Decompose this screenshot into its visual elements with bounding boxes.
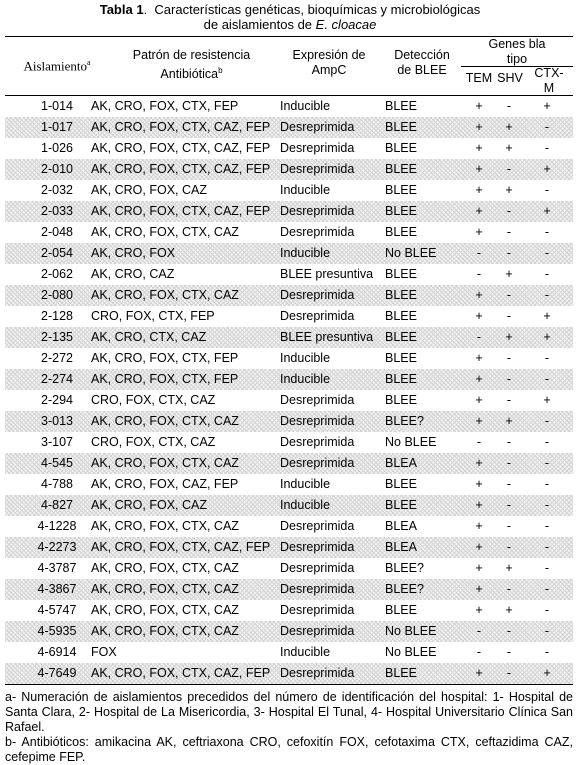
- cell-aislamiento: 2-135: [41, 330, 73, 344]
- table-row: [5, 117, 573, 138]
- cell-aislamiento: 4-3867: [37, 582, 77, 596]
- cell-tem: +: [475, 99, 483, 113]
- cell-ctx: -: [544, 624, 550, 638]
- cell-patron: AK, CRO, CTX, CAZ: [91, 330, 207, 344]
- cell-shv: +: [505, 414, 513, 428]
- cell-ctx: -: [544, 477, 550, 491]
- cell-tem: +: [475, 477, 483, 491]
- cell-aislamiento: 2-010: [41, 162, 73, 176]
- cell-shv: -: [506, 456, 512, 470]
- cell-expresion: Inducible: [280, 183, 331, 197]
- cell-patron: FOX: [91, 645, 117, 659]
- cell-shv: +: [505, 330, 513, 344]
- cell-tem: +: [475, 309, 483, 323]
- cell-patron: AK, CRO, FOX, CTX, CAZ: [91, 225, 239, 239]
- table-row: [5, 516, 573, 537]
- cell-ctx: -: [544, 603, 550, 617]
- cell-expresion: Inducible: [280, 99, 331, 113]
- cell-tem: -: [476, 645, 482, 659]
- cell-ctx: +: [543, 162, 551, 176]
- cell-aislamiento: 2-294: [41, 393, 73, 407]
- cell-shv: -: [506, 99, 512, 113]
- cell-deteccion: BLEE: [385, 477, 417, 491]
- cell-ctx: -: [544, 645, 550, 659]
- cell-expresion: Desreprimida: [280, 435, 355, 449]
- cell-expresion: Desreprimida: [280, 540, 355, 554]
- table-row: [5, 159, 573, 180]
- cell-deteccion: BLEA: [385, 540, 417, 554]
- cell-tem: -: [476, 267, 482, 281]
- table-header: [5, 37, 573, 95]
- table-row: [5, 285, 573, 306]
- cell-aislamiento: 2-032: [41, 183, 73, 197]
- title-species: E. cloacae: [315, 17, 377, 32]
- cell-deteccion: BLEE?: [385, 582, 424, 596]
- cell-shv: +: [505, 141, 513, 155]
- cell-ctx: -: [544, 372, 550, 386]
- table-row: [5, 222, 573, 243]
- header-tem: TEM: [465, 71, 493, 85]
- cell-deteccion: No BLEE: [385, 435, 437, 449]
- footnote-b: b- Antibióticos: amikacina AK, ceftriaxona CRO, cefoxitín FOX, cefotaxima CTX, ceftazidima CAZ, cefepime FEP.: [5, 735, 573, 764]
- cell-expresion: BLEE presuntiva: [280, 267, 374, 281]
- cell-tem: -: [476, 246, 482, 260]
- cell-ctx: -: [544, 246, 550, 260]
- cell-expresion: Desreprimida: [280, 666, 355, 680]
- cell-tem: +: [475, 204, 483, 218]
- cell-patron: AK, CRO, FOX, CTX, CAZ, FEP: [91, 141, 271, 155]
- cell-expresion: Desreprimida: [280, 309, 355, 323]
- header-genes-line2: tipo: [506, 52, 528, 66]
- cell-aislamiento: 2-274: [41, 372, 73, 386]
- cell-aislamiento: 4-545: [41, 456, 73, 470]
- table-row: [5, 579, 573, 600]
- cell-aislamiento: 4-3787: [37, 561, 77, 575]
- cell-ctx: -: [544, 582, 550, 596]
- cell-ctx: -: [544, 120, 550, 134]
- cell-shv: -: [506, 204, 512, 218]
- cell-aislamiento: 4-7649: [37, 666, 77, 680]
- cell-shv: +: [505, 561, 513, 575]
- cell-deteccion: BLEE: [385, 120, 417, 134]
- cell-shv: -: [506, 498, 512, 512]
- header-patron-line2: Antibiótica: [160, 67, 219, 82]
- cell-ctx: -: [544, 498, 550, 512]
- table-row: [5, 600, 573, 621]
- cell-expresion: Inducible: [280, 477, 331, 491]
- table-row: [5, 180, 573, 201]
- cell-tem: +: [475, 540, 483, 554]
- cell-aislamiento: 4-788: [41, 477, 73, 491]
- table-row: [5, 495, 573, 516]
- table-row: [5, 138, 573, 159]
- cell-shv: -: [506, 645, 512, 659]
- cell-tem: +: [475, 498, 483, 512]
- cell-deteccion: BLEE: [385, 372, 417, 386]
- cell-tem: +: [475, 666, 483, 680]
- cell-aislamiento: 2-048: [41, 225, 73, 239]
- title-text-2: de aislamientos de: [203, 17, 313, 32]
- cell-ctx: -: [544, 519, 550, 533]
- cell-aislamiento: 4-2273: [37, 540, 77, 554]
- cell-deteccion: BLEE: [385, 666, 417, 680]
- cell-deteccion: No BLEE: [385, 624, 437, 638]
- cell-patron: CRO, FOX, CTX, CAZ: [91, 393, 216, 407]
- cell-deteccion: BLEE?: [385, 561, 424, 575]
- cell-expresion: Desreprimida: [280, 204, 355, 218]
- cell-deteccion: BLEA: [385, 519, 417, 533]
- cell-shv: -: [506, 519, 512, 533]
- table-row: [5, 96, 573, 117]
- cell-aislamiento: 3-107: [41, 435, 73, 449]
- cell-patron: AK, CRO, FOX, CTX, CAZ, FEP: [91, 120, 271, 134]
- cell-aislamiento: 2-080: [41, 288, 73, 302]
- table-row: [5, 537, 573, 558]
- cell-aislamiento: 2-272: [41, 351, 73, 365]
- cell-patron: AK, CRO, FOX, CTX, CAZ: [91, 519, 239, 533]
- cell-tem: +: [475, 162, 483, 176]
- table-row: [5, 432, 573, 453]
- cell-patron: AK, CRO, FOX, CAZ: [91, 183, 207, 197]
- cell-tem: +: [475, 519, 483, 533]
- cell-tem: +: [475, 183, 483, 197]
- cell-deteccion: BLEA: [385, 456, 417, 470]
- cell-expresion: Desreprimida: [280, 393, 355, 407]
- cell-expresion: Desreprimida: [280, 582, 355, 596]
- cell-patron: CRO, FOX, CTX, FEP: [91, 309, 215, 323]
- cell-ctx: +: [543, 393, 551, 407]
- cell-patron: AK, CRO, FOX, CTX, CAZ: [91, 561, 239, 575]
- cell-ctx: -: [544, 414, 550, 428]
- cell-shv: -: [506, 288, 512, 302]
- table-row: [5, 306, 573, 327]
- header-deteccion: [381, 48, 463, 78]
- cell-tem: +: [475, 603, 483, 617]
- cell-shv: -: [506, 540, 512, 554]
- cell-aislamiento: 1-017: [41, 120, 73, 134]
- cell-shv: -: [506, 477, 512, 491]
- cell-deteccion: BLEE: [385, 267, 417, 281]
- cell-patron: AK, CRO, FOX: [91, 246, 176, 260]
- cell-expresion: Inducible: [280, 372, 331, 386]
- table-row: [5, 621, 573, 642]
- cell-tem: -: [476, 435, 482, 449]
- cell-deteccion: BLEE: [385, 225, 417, 239]
- cell-patron: AK, CRO, FOX, CTX, CAZ: [91, 624, 239, 638]
- cell-expresion: Desreprimida: [280, 141, 355, 155]
- cell-expresion: Desreprimida: [280, 561, 355, 575]
- cell-ctx: -: [544, 540, 550, 554]
- header-expresion-line2: AmpC: [311, 63, 347, 77]
- cell-patron: AK, CRO, FOX, CTX, CAZ: [91, 288, 239, 302]
- cell-tem: +: [475, 141, 483, 155]
- cell-tem: +: [475, 225, 483, 239]
- cell-deteccion: No BLEE: [385, 246, 437, 260]
- cell-tem: +: [475, 561, 483, 575]
- header-aislamiento-text: Aislamiento: [23, 58, 87, 74]
- cell-ctx: -: [544, 456, 550, 470]
- cell-shv: -: [506, 372, 512, 386]
- cell-expresion: Desreprimida: [280, 414, 355, 428]
- header-deteccion-line1: Detección: [394, 48, 450, 62]
- title-line-1: Tabla 1. Características genéticas, bioquímicas y microbiológicas: [99, 2, 481, 17]
- header-patron-sup: b: [218, 66, 223, 75]
- cell-shv: +: [505, 183, 513, 197]
- table-row: [5, 474, 573, 495]
- cell-expresion: Inducible: [280, 351, 331, 365]
- cell-ctx: -: [544, 183, 550, 197]
- cell-expresion: Inducible: [280, 645, 331, 659]
- cell-shv: +: [505, 603, 513, 617]
- cell-aislamiento: 4-6914: [37, 645, 77, 659]
- table-row: [5, 642, 573, 663]
- cell-aislamiento: 4-5935: [37, 624, 77, 638]
- cell-deteccion: BLEE: [385, 309, 417, 323]
- table-row: [5, 390, 573, 411]
- cell-patron: AK, CRO, FOX, CAZ, FEP: [91, 477, 239, 491]
- cell-tem: -: [476, 624, 482, 638]
- footnote-a: a- Numeración de aislamientos precedidos del número de identificación del hospital: 1- Hospital de Santa Clara, 2- Hospital de La Misericordia, 3- Hospital El Tunal, 4- Hospital Universitario Clínica San Rafael.: [5, 690, 573, 734]
- cell-aislamiento: 4-1228: [37, 519, 77, 533]
- cell-deteccion: No BLEE: [385, 645, 437, 659]
- header-genes: [461, 37, 573, 67]
- cell-ctx: +: [543, 666, 551, 680]
- cell-patron: AK, CRO, CAZ: [91, 267, 175, 281]
- cell-shv: -: [506, 162, 512, 176]
- cell-ctx: -: [544, 288, 550, 302]
- cell-expresion: Desreprimida: [280, 288, 355, 302]
- cell-expresion: Desreprimida: [280, 603, 355, 617]
- cell-shv: +: [505, 120, 513, 134]
- cell-expresion: Desreprimida: [280, 225, 355, 239]
- cell-patron: AK, CRO, FOX, CTX, CAZ: [91, 456, 239, 470]
- cell-tem: +: [475, 414, 483, 428]
- cell-expresion: BLEE presuntiva: [280, 330, 374, 344]
- cell-ctx: -: [544, 267, 550, 281]
- title-text-1: Características genéticas, bioquímicas y microbiológicas: [154, 2, 481, 17]
- cell-deteccion: BLEE?: [385, 414, 424, 428]
- header-ctx-line1: CTX-: [534, 66, 564, 80]
- cell-patron: AK, CRO, FOX, CTX, FEP: [91, 372, 239, 386]
- cell-shv: -: [506, 393, 512, 407]
- table-title: [0, 2, 580, 32]
- cell-shv: -: [506, 225, 512, 239]
- table-row: [5, 201, 573, 222]
- cell-tem: +: [475, 288, 483, 302]
- cell-aislamiento: 2-033: [41, 204, 73, 218]
- cell-patron: AK, CRO, FOX, CTX, CAZ, FEP: [91, 162, 271, 176]
- header-aislamiento: [5, 55, 109, 73]
- table-row: [5, 453, 573, 474]
- header-patron-line1: Patrón de resistencia: [132, 48, 251, 62]
- cell-ctx: +: [543, 99, 551, 113]
- cell-deteccion: BLEE: [385, 141, 417, 155]
- cell-ctx: -: [544, 225, 550, 239]
- cell-aislamiento: 2-128: [41, 309, 73, 323]
- cell-patron: AK, CRO, FOX, CAZ: [91, 498, 207, 512]
- cell-deteccion: BLEE: [385, 183, 417, 197]
- cell-tem: +: [475, 372, 483, 386]
- cell-patron: AK, CRO, FOX, CTX, CAZ: [91, 582, 239, 596]
- cell-expresion: Desreprimida: [280, 162, 355, 176]
- table-body: [5, 96, 573, 684]
- cell-deteccion: BLEE: [385, 498, 417, 512]
- cell-patron: AK, CRO, FOX, CTX, CAZ, FEP: [91, 666, 271, 680]
- cell-expresion: Desreprimida: [280, 624, 355, 638]
- cell-aislamiento: 4-827: [41, 498, 73, 512]
- data-table: [5, 36, 573, 685]
- cell-patron: AK, CRO, FOX, CTX, CAZ, FEP: [91, 204, 271, 218]
- header-patron: [109, 48, 274, 82]
- cell-deteccion: BLEE: [385, 99, 417, 113]
- cell-shv: -: [506, 351, 512, 365]
- cell-ctx: -: [544, 561, 550, 575]
- cell-patron: AK, CRO, FOX, CTX, CAZ, FEP: [91, 540, 271, 554]
- cell-deteccion: BLEE: [385, 330, 417, 344]
- table-row: [5, 558, 573, 579]
- header-ctx: [529, 66, 569, 96]
- cell-aislamiento: 4-5747: [37, 603, 77, 617]
- table-row: [5, 264, 573, 285]
- cell-patron: AK, CRO, FOX, CTX, CAZ: [91, 414, 239, 428]
- cell-tem: +: [475, 582, 483, 596]
- cell-expresion: Desreprimida: [280, 120, 355, 134]
- cell-shv: +: [505, 267, 513, 281]
- cell-expresion: Inducible: [280, 498, 331, 512]
- header-expresion: [277, 48, 381, 78]
- cell-aislamiento: 2-054: [41, 246, 73, 260]
- header-aislamiento-sup: a: [86, 58, 91, 67]
- title-label: Tabla 1: [99, 2, 144, 17]
- cell-aislamiento: 1-014: [41, 99, 73, 113]
- cell-tem: +: [475, 456, 483, 470]
- cell-patron: CRO, FOX, CTX, CAZ: [91, 435, 216, 449]
- header-genes-line1: Genes bla: [488, 37, 546, 51]
- cell-ctx: -: [544, 435, 550, 449]
- cell-deteccion: BLEE: [385, 393, 417, 407]
- table-row: [5, 243, 573, 264]
- cell-tem: -: [476, 330, 482, 344]
- cell-aislamiento: 3-013: [41, 414, 73, 428]
- cell-deteccion: BLEE: [385, 288, 417, 302]
- header-expresion-line1: Expresión de: [292, 48, 366, 62]
- cell-shv: -: [506, 309, 512, 323]
- cell-tem: +: [475, 393, 483, 407]
- cell-ctx: +: [543, 204, 551, 218]
- table-row: [5, 327, 573, 348]
- cell-expresion: Desreprimida: [280, 456, 355, 470]
- cell-shv: -: [506, 666, 512, 680]
- cell-shv: -: [506, 582, 512, 596]
- cell-ctx: +: [543, 309, 551, 323]
- cell-deteccion: BLEE: [385, 162, 417, 176]
- header-deteccion-line2: de BLEE: [397, 63, 447, 77]
- cell-ctx: -: [544, 141, 550, 155]
- cell-expresion: Inducible: [280, 246, 331, 260]
- cell-patron: AK, CRO, FOX, CTX, FEP: [91, 351, 239, 365]
- header-ctx-line2: M: [543, 81, 555, 95]
- cell-deteccion: BLEE: [385, 204, 417, 218]
- cell-shv: -: [506, 246, 512, 260]
- cell-ctx: +: [543, 330, 551, 344]
- cell-shv: -: [506, 435, 512, 449]
- table-row: [5, 369, 573, 390]
- cell-tem: +: [475, 351, 483, 365]
- header-shv: SHV: [497, 71, 523, 85]
- cell-shv: -: [506, 624, 512, 638]
- cell-patron: AK, CRO, FOX, CTX, FEP: [91, 99, 239, 113]
- table-row: [5, 348, 573, 369]
- cell-aislamiento: 2-062: [41, 267, 73, 281]
- bottom-rule: [5, 684, 573, 685]
- cell-patron: AK, CRO, FOX, CTX, CAZ: [91, 603, 239, 617]
- cell-tem: +: [475, 120, 483, 134]
- cell-aislamiento: 1-026: [41, 141, 73, 155]
- table-row: [5, 411, 573, 432]
- cell-deteccion: BLEE: [385, 603, 417, 617]
- table-row: [5, 663, 573, 684]
- cell-ctx: -: [544, 351, 550, 365]
- cell-expresion: Desreprimida: [280, 519, 355, 533]
- cell-deteccion: BLEE: [385, 351, 417, 365]
- title-line-2: [0, 17, 580, 32]
